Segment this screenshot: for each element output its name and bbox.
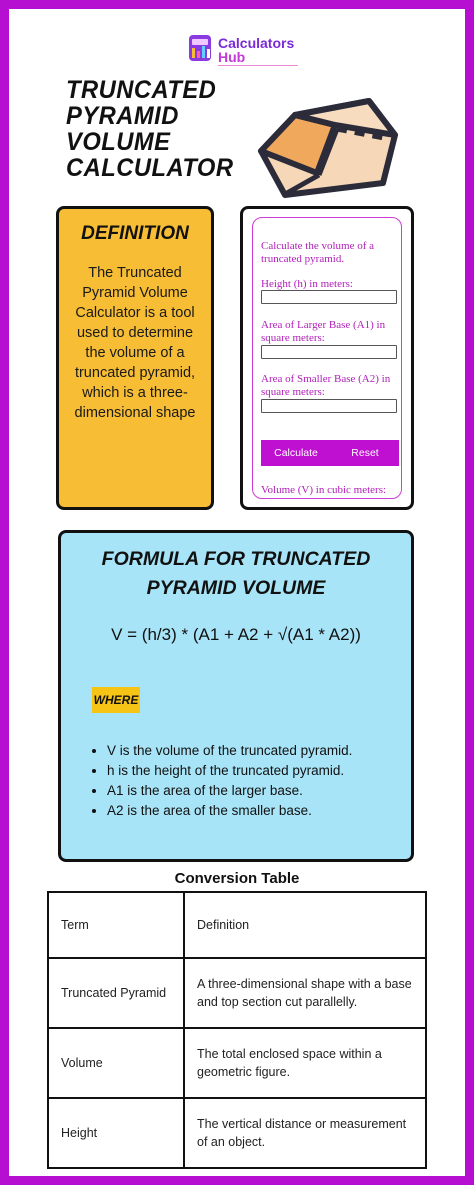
reset-button[interactable]: Reset: [351, 447, 379, 459]
title-line-3: VOLUME: [66, 128, 171, 156]
formula-heading: FORMULA FOR TRUNCATED PYRAMID VOLUME: [101, 548, 371, 599]
title-line-2: PYRAMID: [66, 102, 179, 130]
table-cell: Term: [48, 892, 184, 958]
a2-input[interactable]: [261, 399, 397, 413]
height-input[interactable]: [261, 290, 397, 304]
calculator-intro: Calculate the volume of a truncated pyramid.: [261, 240, 375, 265]
conversion-table-title: Conversion Table: [174, 870, 300, 887]
conversion-table: [47, 891, 427, 1169]
list-item: • V is the volume of the truncated pyramid.: [107, 741, 352, 761]
table-row: [48, 892, 426, 958]
table-row: [48, 958, 426, 1028]
button-bar: [261, 440, 399, 466]
table-row: [48, 1098, 426, 1168]
formula-equation: V = (h/3) * (A1 + A2 + √(A1 * A2)): [111, 625, 361, 644]
where-badge: WHERE: [92, 687, 140, 713]
a1-input[interactable]: [261, 345, 397, 359]
logo-line-1: Calculators: [218, 35, 295, 51]
page-title: [66, 77, 237, 181]
definition-card: [56, 206, 214, 510]
a2-label: Area of Smaller Base (A2) in square meters:: [261, 373, 391, 398]
table-row: [48, 1028, 426, 1098]
definition-body: The Truncated Pyramid Volume Calculator is a tool used to determine the volume of a truncated pyramid, which is a three-dimensional shape: [74, 265, 196, 421]
truncated-pyramid-icon: [257, 95, 417, 199]
title-line-4: CALCULATOR: [66, 154, 234, 182]
calculator-widget: [240, 206, 414, 510]
definition-heading: DEFINITION: [81, 223, 189, 244]
result-label: Volume (V) in cubic meters:: [261, 484, 387, 496]
table-cell: A three-dimensional shape with a base and top section cut parallelly.: [184, 958, 426, 1028]
a1-label: Area of Larger Base (A1) in square meters:: [261, 319, 386, 344]
table-cell: The vertical distance or measurement of an object.: [184, 1098, 426, 1168]
logo-text: [218, 36, 294, 64]
variable-list: [91, 741, 352, 821]
calculator-form: [252, 217, 402, 499]
logo-underline: [218, 65, 298, 66]
table-cell: Volume: [48, 1028, 184, 1098]
list-item: • A2 is the area of the smaller base.: [107, 801, 352, 821]
list-item: • A1 is the area of the larger base.: [107, 781, 352, 801]
height-label: Height (h) in meters:: [261, 278, 353, 290]
table-cell: Truncated Pyramid: [48, 958, 184, 1028]
logo-icon: [187, 31, 217, 65]
formula-card: [58, 530, 414, 862]
table-cell: Definition: [184, 892, 426, 958]
calculators-hub-logo: [187, 31, 307, 71]
table-cell: Height: [48, 1098, 184, 1168]
calculate-button[interactable]: Calculate: [274, 447, 318, 459]
list-item: • h is the height of the truncated pyramid.: [107, 761, 352, 781]
table-cell: The total enclosed space within a geometric figure.: [184, 1028, 426, 1098]
logo-line-2: Hub: [218, 49, 246, 65]
title-line-1: TRUNCATED: [66, 76, 217, 104]
